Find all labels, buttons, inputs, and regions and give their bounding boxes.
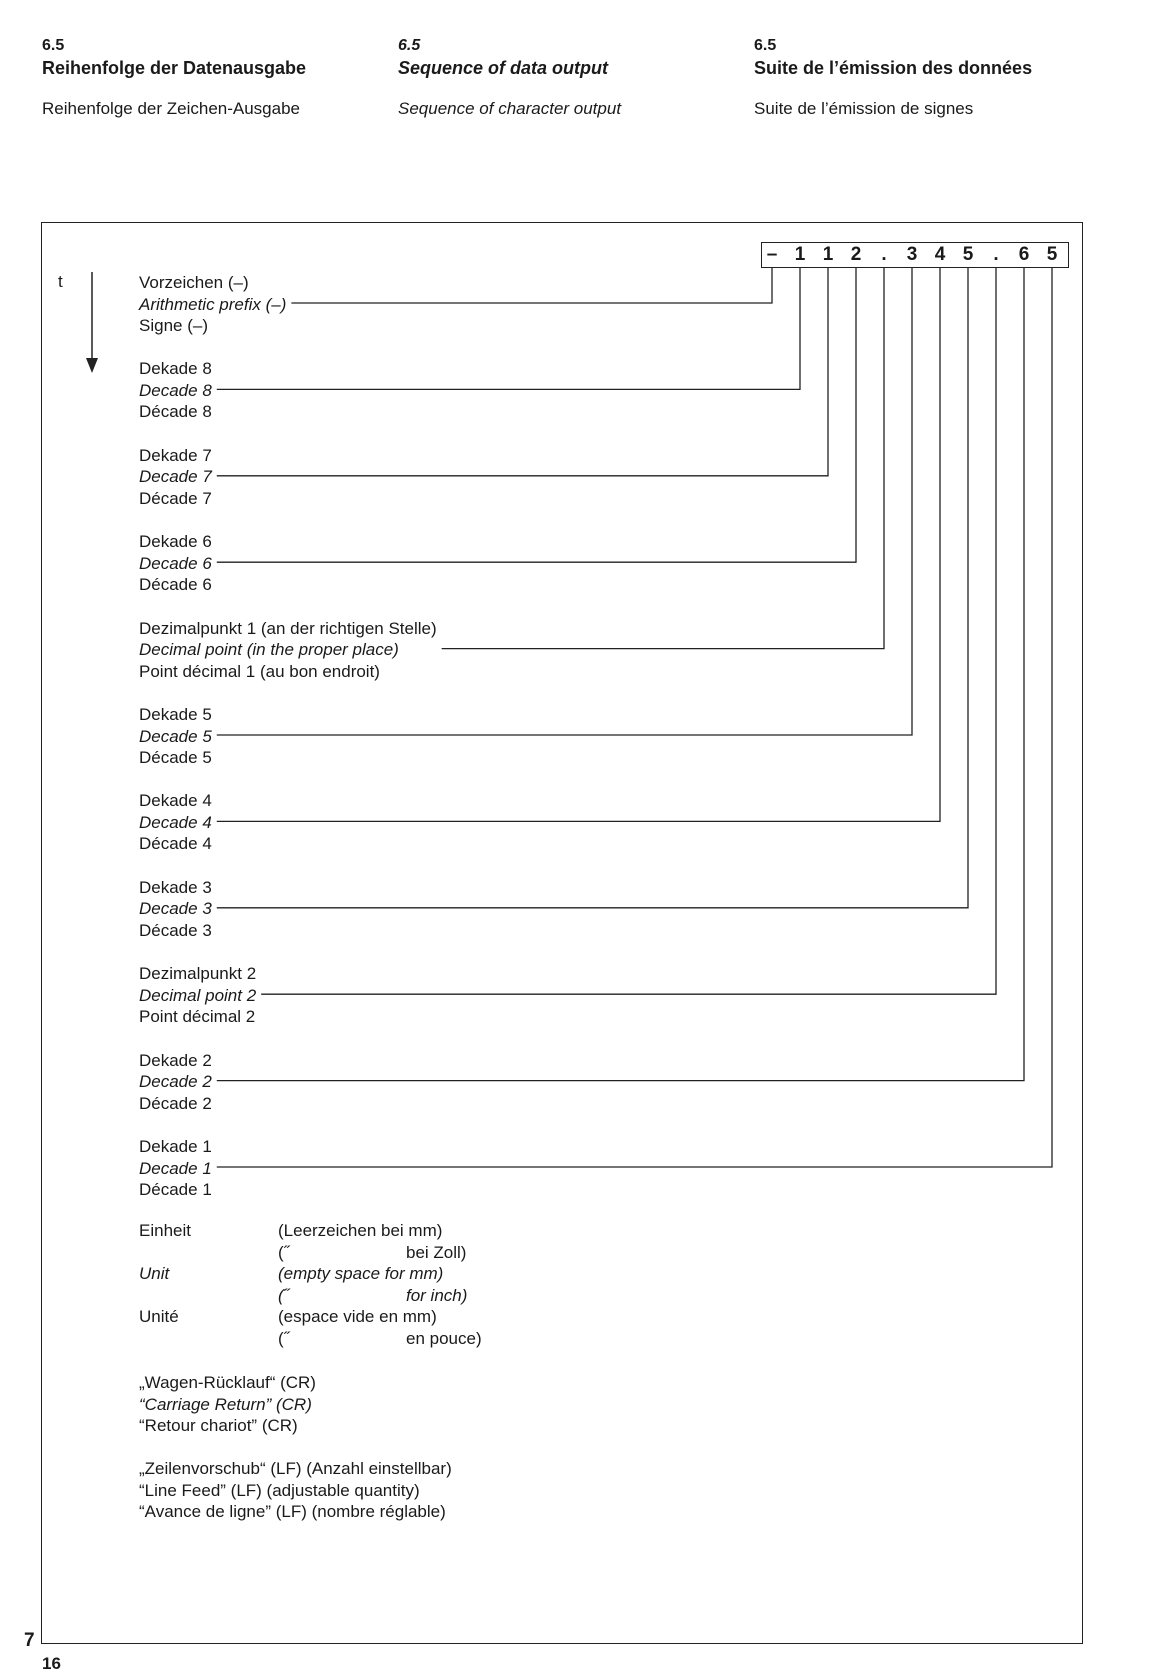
digit-cell: 6 [1018,244,1030,265]
time-axis-label: t [58,272,63,291]
section-subtitle: Suite de l’émission de signes [754,99,974,118]
sequence-entry [139,618,437,683]
header-english [398,36,738,120]
section-title: Reihenfolge der Datenausgabe [42,58,307,78]
entry-text-fr: Point décimal 1 (au bon endroit) [139,661,380,681]
entry-text-fr: Décade 5 [139,748,212,767]
section-number: 6.5 [42,37,65,54]
unit-mm-fr: (espace vide en mm) [278,1307,437,1326]
line-feed-de: „Zeilenvorschub“ (LF) (Anzahl einstellbar) [139,1459,452,1478]
entry-text-fr: Décade 1 [139,1180,212,1199]
carriage-return-fr: “Retour chariot” (CR) [139,1416,298,1435]
section-subtitle: Reihenfolge der Zeichen-Ausgabe [42,99,301,118]
entry-text-de: Dekade 2 [139,1050,212,1070]
entry-text-fr: Décade 6 [139,575,212,595]
sequence-entry [139,963,256,1028]
unit-label-de: Einheit [139,1221,191,1240]
entry-text-en: Decade 1 [139,1158,212,1178]
carriage-return-de: „Wagen-Rücklauf“ (CR) [139,1373,316,1392]
unit-inch-en: for inch) [406,1285,468,1305]
header-french [754,36,1094,120]
section-subtitle: Sequence of character output [398,99,622,118]
digit-cell: 4 [934,244,946,265]
sequence-entry [139,272,286,337]
section-number: 6.5 [754,37,777,54]
digit-cell: 3 [906,244,918,265]
unit-label-fr: Unité [139,1307,179,1326]
entry-text-de: Dezimalpunkt 1 (an der richtigen Stelle) [139,618,437,638]
line-feed-fr: “Avance de ligne” (LF) (nombre réglable) [139,1502,446,1521]
section-title: Sequence of data output [398,58,609,78]
decimal-point-digit: . [993,244,999,265]
entry-text-fr: Décade 3 [139,920,212,940]
page-number: 16 [42,1654,61,1673]
unit-inch-de: bei Zoll) [406,1242,467,1262]
sign-digit: – [766,244,778,265]
entry-text-en: Arithmetic prefix (–) [139,294,287,314]
sequence-entry [139,358,212,423]
decimal-point-digit: . [881,244,887,265]
entry-text-fr: Décade 4 [139,834,212,854]
entry-text-fr: Décade 2 [139,1093,212,1113]
unit-inch-quote-de: (˝ [278,1242,290,1262]
sequence-entry [139,877,212,942]
entry-text-fr: Signe (–) [139,316,208,335]
entry-text-fr: Décade 7 [139,488,212,508]
entry-text-de: Dekade 3 [139,877,212,897]
entry-text-de: Dekade 6 [139,532,212,552]
carriage-return-en: “Carriage Return” (CR) [139,1394,312,1414]
sequence-entry [139,1050,212,1115]
sequence-entry [139,445,212,510]
unit-inch-quote-fr: (˝ [278,1328,290,1348]
unit-mm-de: (Leerzeichen bei mm) [278,1221,443,1240]
entry-text-en: Decade 2 [139,1072,212,1092]
entry-text-de: Dekade 4 [139,791,212,811]
digit-cell: 2 [850,244,862,265]
unit-inch-quote-en: (˝ [278,1285,290,1305]
entry-text-en: Decade 3 [139,899,212,919]
digit-cell: 5 [962,244,974,265]
carriage-return-entry [139,1372,316,1437]
entry-text-de: Vorzeichen (–) [139,273,249,292]
digit-cell: 1 [822,244,834,265]
header-german [42,36,382,120]
line-feed-entry [139,1458,452,1523]
line-feed-en: “Line Feed” (LF) (adjustable quantity) [139,1480,420,1500]
chapter-number: 7 [24,1630,35,1651]
sequence-entry [139,531,212,596]
entry-text-en: Decade 8 [139,380,212,400]
entry-text-fr: Point décimal 2 [139,1007,256,1027]
digit-cell: 5 [1046,244,1058,265]
entry-text-en: Decade 6 [139,553,212,573]
entry-text-en: Decade 5 [139,726,212,746]
entry-text-de: Dekade 5 [139,705,212,724]
unit-label-en: Unit [139,1264,170,1283]
unit-mm-en: (empty space for mm) [278,1264,444,1283]
entry-text-fr: Décade 8 [139,402,212,422]
sequence-entry [139,1136,212,1201]
section-number: 6.5 [398,37,421,54]
entry-text-de: Dekade 1 [139,1137,212,1156]
entry-text-en: Decade 4 [139,812,212,832]
entry-text-en: Decimal point (in the proper place) [139,640,399,660]
section-title: Suite de l’émission des données [754,58,1033,78]
entry-text-de: Dekade 8 [139,359,212,379]
sequence-entry [139,790,212,855]
unit-inch-fr: en pouce) [406,1328,482,1348]
entry-text-de: Dezimalpunkt 2 [139,964,257,984]
entry-text-en: Decimal point 2 [139,985,257,1005]
entry-text-de: Dekade 7 [139,445,212,465]
sequence-entry [139,704,212,769]
entry-text-en: Decade 7 [139,467,212,487]
digit-cell: 1 [794,244,806,265]
